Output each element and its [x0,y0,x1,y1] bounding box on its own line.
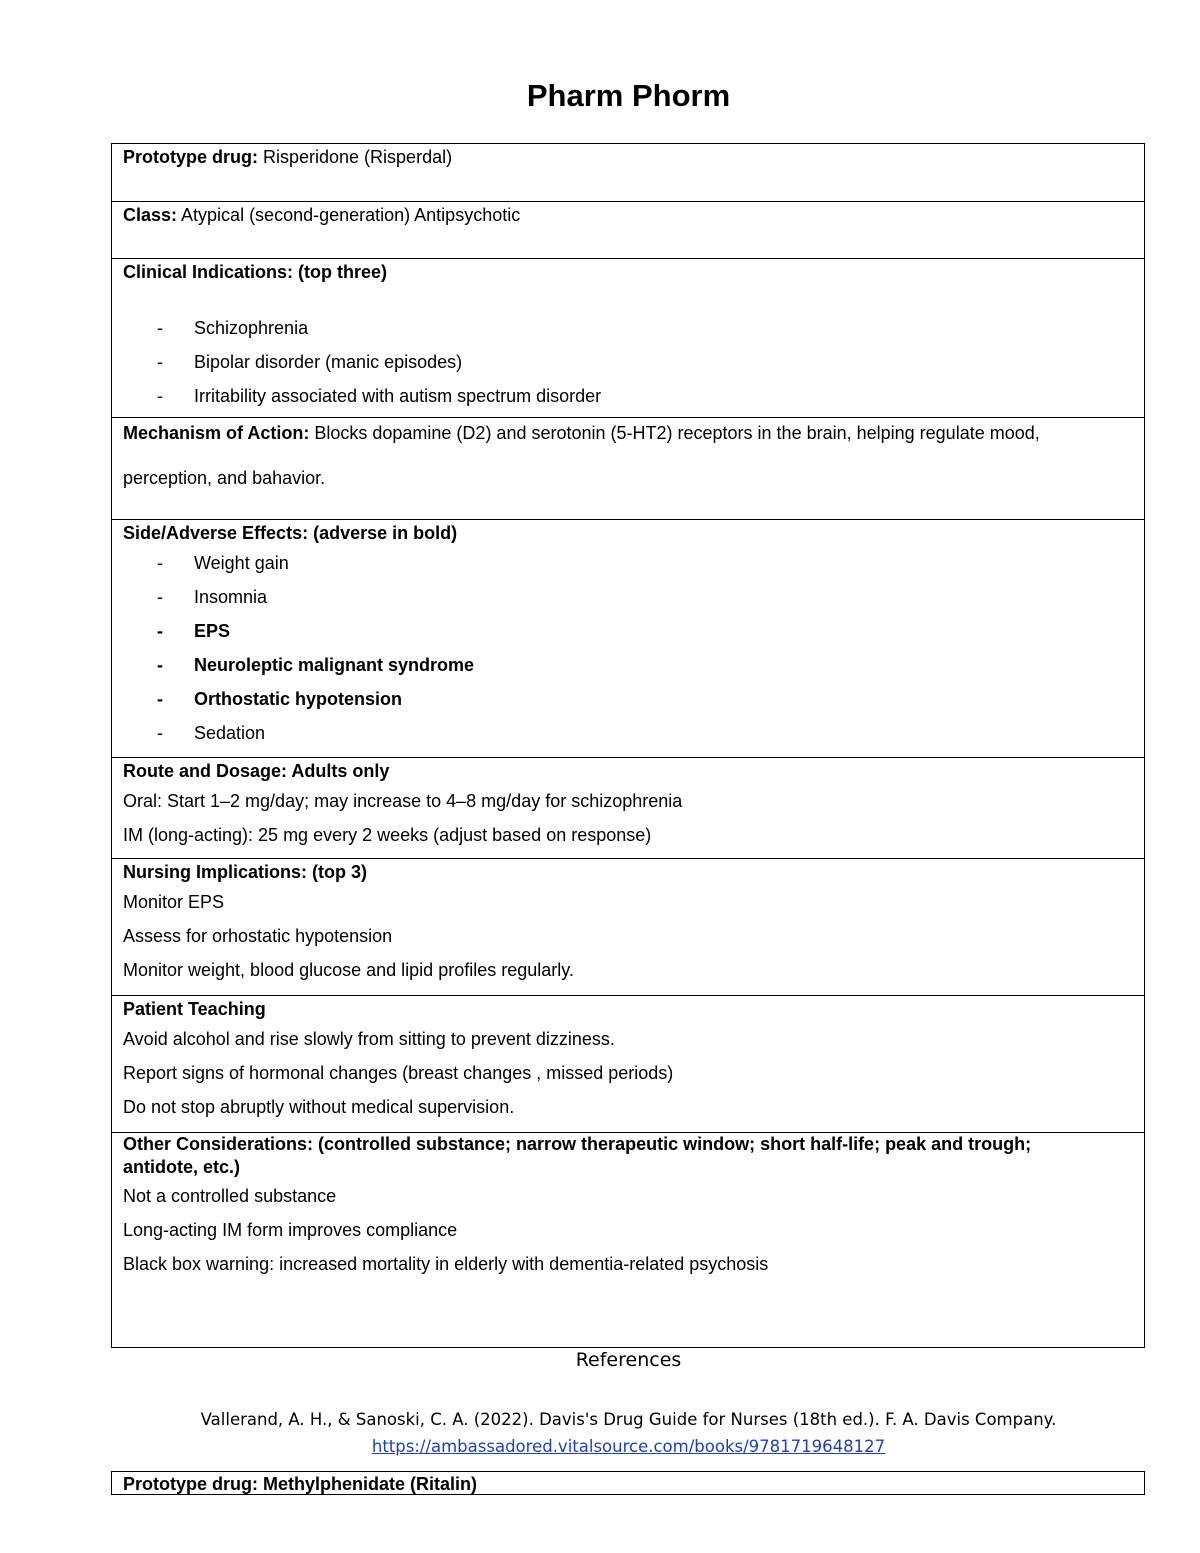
list-item: - EPS [157,621,231,641]
side-effects-list [123,546,1134,750]
reference-link[interactable]: https://ambassadored.vitalsource.com/books/9781719648127 [371,1437,886,1456]
list-item: - Neuroleptic malignant syndrome [157,655,475,675]
patient-teaching-line: Report signs of hormonal changes (breast changes , missed periods) [123,1063,674,1083]
side-effects-row [112,520,1144,758]
class-row [112,202,1144,259]
route-dosage-line: Oral: Start 1–2 mg/day; may increase to 4–8 mg/day for schizophrenia [123,791,683,811]
document-title: Pharm Phorm [526,78,731,113]
other-consideration-line: Black box warning: increased mortality in elderly with dementia-related psychosis [123,1254,769,1274]
prototype-drug-label: Prototype drug: [123,147,258,167]
class-value: Atypical (second-generation) Antipsychotic [177,205,521,225]
list-item: - Schizophrenia [157,318,309,338]
nursing-implications-row [112,859,1144,996]
nursing-implication-line: Monitor weight, blood glucose and lipid profiles regularly. [123,960,574,980]
other-consideration-line: Not a controlled substance [123,1186,337,1206]
patient-teaching-line: Avoid alcohol and rise slowly from sitting to prevent dizziness. [123,1029,615,1049]
other-considerations-row [112,1133,1144,1348]
prototype-drug-row [112,144,1144,202]
next-prototype-drug-row: Prototype drug: Methylphenidate (Ritalin) [111,1471,1145,1495]
list-item: - Orthostatic hypotension [157,689,403,709]
patient-teaching-row [112,996,1144,1133]
list-item: - Sedation [157,723,266,743]
patient-teaching-line: Do not stop abruptly without medical supervision. [123,1097,515,1117]
other-consideration-line: Long-acting IM form improves compliance [123,1220,458,1240]
patient-teaching-label: Patient Teaching [123,999,266,1019]
references-heading: References [575,1349,682,1371]
class-label: Class: [123,205,178,225]
route-dosage-line: IM (long-acting): 25 mg every 2 weeks (adjust based on response) [123,825,652,845]
reference-citation: Vallerand, A. H., & Sanoski, C. A. (2022). Davis's Drug Guide for Nurses (18th ed.). F. A. Davis Company. [200,1410,1057,1429]
prototype-drug-value: Risperidone (Risperdal) [258,147,453,167]
list-item: - Weight gain [157,553,289,573]
route-dosage-row [112,758,1144,859]
side-effects-label: Side/Adverse Effects: (adverse in bold) [123,523,458,543]
other-considerations-label-cont: antidote, etc.) [123,1157,241,1177]
list-item: - Bipolar disorder (manic episodes) [157,352,463,372]
prototype-drug-line [123,144,1134,170]
nursing-implication-line: Monitor EPS [123,892,225,912]
route-dosage-label: Route and Dosage: Adults only [123,761,390,781]
clinical-indications-label: Clinical Indications: (top three) [123,262,388,282]
pharm-form-table [111,143,1145,1348]
nursing-implication-line: Assess for orhostatic hypotension [123,926,393,946]
nursing-implications-label: Nursing Implications: (top 3) [123,862,368,882]
list-item: - Insomnia [157,587,268,607]
list-item: - Irritability associated with autism spectrum disorder [157,386,602,406]
mechanism-line-2: perception, and bahavior. [123,468,326,488]
other-considerations-label: Other Considerations: (controlled substance; narrow therapeutic window; short half-life; peak and trough; [123,1134,1032,1154]
mechanism-line-1: Mechanism of Action: Blocks dopamine (D2) and serotonin (5-HT2) receptors in the brain, helping regulate mood, [123,423,1040,443]
mechanism-row [112,418,1144,520]
clinical-indications-row [112,259,1144,418]
class-line [123,202,1134,228]
mechanism-label: Mechanism of Action: [123,423,310,443]
indications-list [123,311,1134,413]
